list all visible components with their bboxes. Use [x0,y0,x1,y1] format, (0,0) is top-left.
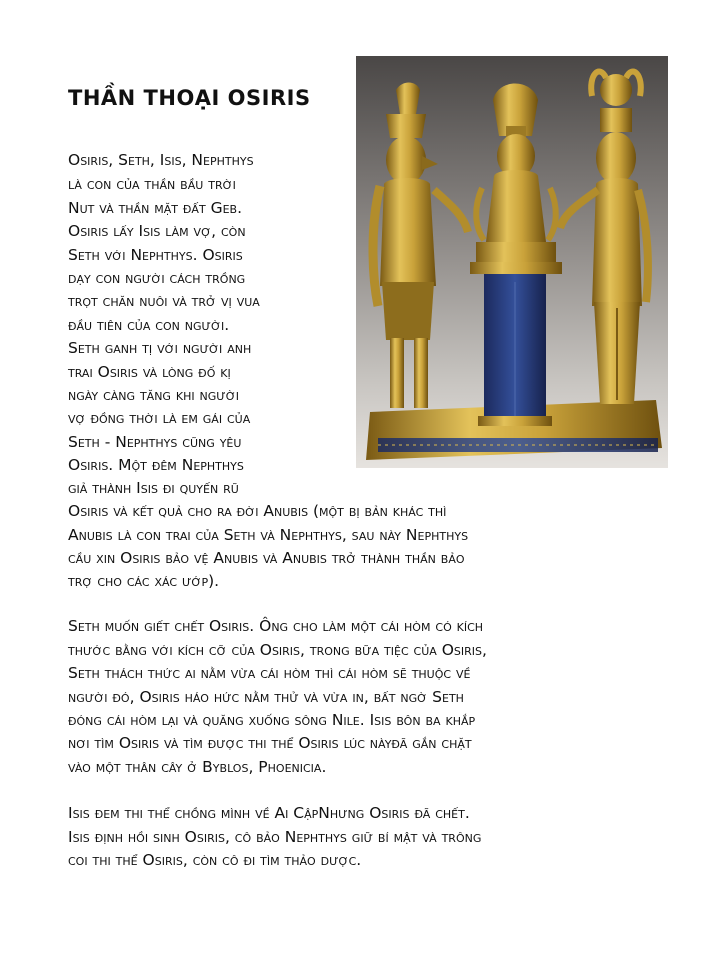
osiris-triad-photo [356,56,668,468]
text-line: dạy con người cách trồng [68,269,246,287]
text-line: trọt chăn nuôi và trở vị vua [68,292,260,310]
text-line: Osiris và kết quả cho ra đời Anubis (một bị bản khác thì [68,502,447,520]
text-line: cầu xin Osiris bảo vệ Anubis và Anubis trở thành thần bảo [68,549,465,567]
text-line: đóng cái hòm lại và quăng xuống sông Nile. Isis bôn ba khắp [68,711,476,729]
text-line: vào một thân cây ở Byblos, Phoenicia. [68,758,327,776]
text-line: Nut và thần mặt đất Geb. [68,199,243,217]
text-line: thước bằng với kích cỡ của Osiris, trong bữa tiệc của Osiris, [68,641,487,659]
text-line: Seth với Nephthys. Osiris [68,246,243,264]
text-line: Anubis là con trai của Seth và Nephthys, sau này Nephthys [68,526,469,544]
text-line: Seth - Nephthys cũng yêu [68,433,242,451]
text-line: nơi tìm Osiris và tìm được thi thể Osiris lúc nàyđã gắn chặt [68,734,472,752]
text-line: coi thi thể Osiris, còn cô đi tìm thảo dược. [68,851,362,869]
text-line: Osiris, Seth, Isis, Nephthys [68,151,254,169]
text-line: vợ đồng thời là em gái của [68,409,251,427]
text-line: Osiris. Một đêm Nephthys [68,456,244,474]
text-line: Seth muốn giết chết Osiris. Ông cho làm một cái hòm có kích [68,617,484,635]
text-line: người đó, Osiris háo hức nằm thử và vừa in, bất ngờ Seth [68,688,464,706]
text-line: Isis đem thi thể chồng mình về Ai CậpNhưng Osiris đã chết. [68,804,470,822]
text-line: là con của thần bầu trời [68,175,236,193]
text-line: Seth thách thức ai nằm vừa cái hòm thì cái hòm sẽ thuộc về [68,664,471,682]
text-line: ngày càng tăng khi người [68,386,240,404]
text-line: giả thành Isis đi quyến rũ [68,479,239,497]
text-line: trợ cho các xác ướp). [68,572,220,590]
text-line: Isis định hồi sinh Osiris, cô bảo Nephthys giữ bí mật và trông [68,828,482,846]
page-title: THẦN THOẠI OSIRIS [68,86,311,110]
text-line: trai Osiris và lòng đố kị [68,363,231,381]
text-line: Osiris lấy Isis làm vợ, còn [68,222,246,240]
text-line: đầu tiên của con người. [68,316,230,334]
text-line: Seth ganh tị với người anh [68,339,252,357]
